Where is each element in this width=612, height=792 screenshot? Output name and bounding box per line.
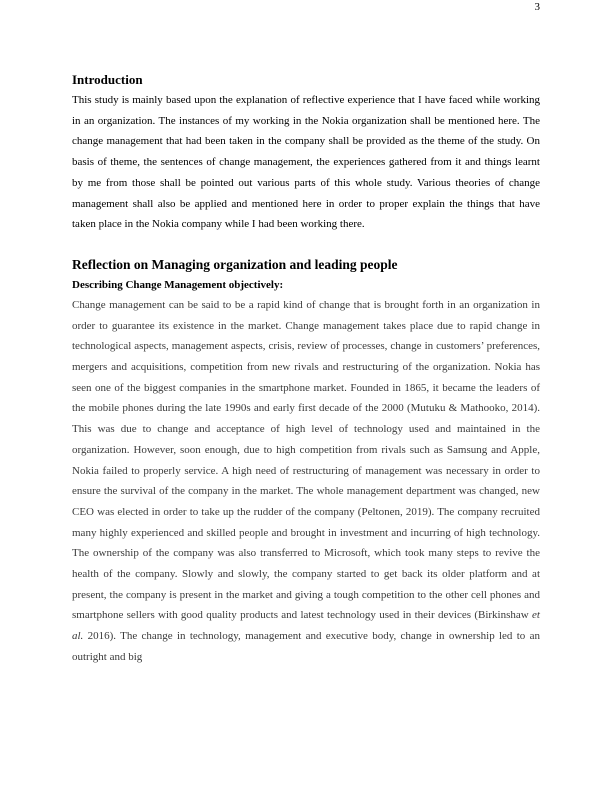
reflection-heading: Reflection on Managing organization and leading people [72,256,398,272]
reflection-paragraph-text-1: Change management can be said to be a rapid kind of change that is brought forth in an organization in order to guarantee its existence in the market. Change management takes place due to rapid change in technological aspects, management aspects, crisis, review of processes, change in customers’ preferences, mergers and acquisitions, competition from new rivals and restructuring of the organization. Nokia has seen one of the biggest companies in the smartphone market. Founded in 1865, it became the leaders of the mobile phones during the late 1990s and early first decade of the 2000 (Mutuku & Mathooko, 2014). This was due to change and acceptance of high level of technology used and maintained in the organization. However, soon enough, due to high competition from rivals such as Samsung and Apple, Nokia failed to properly service. A high need of restructuring of management was necessary in order to ensure the survival of the company in the market. The whole management department was changed, new CEO was elected in order to take up the rudder of the company (Peltonen, 2019). The company recruited many highly experienced and skilled people and brought in investment and incurring of high technology. The ownership of the company was also transferred to Microsoft, which took many steps to revive the health of the company. Slowly and slowly, the company started to get back its older platform and at present, the company is present in the market and giving a tough competition to the other cell phones and smartphone sellers with good quality products and latest technology used in their devices (Birkinshaw [72,298,540,622]
document-body [72,70,540,668]
reflection-subheading: Describing Change Management objectively: [72,278,284,291]
introduction-heading: Introduction [72,72,143,87]
introduction-paragraph: This study is mainly based upon the explanation of reflective experience that I have faced while working in an organization. The instances of my working in the Nokia organization shall be mentioned here. The change management that had been taken in the company shall be provided as the theme of the study. On basis of theme, the sentences of change management, the experiences gathered from it and things learnt by me from those shall be pointed out various parts of this whole study. Various theories of change management shall also be applied and mentioned here in order to proper explain the things that have taken place in the Nokia company while I had been working there. [72,94,540,231]
page-number: 3 [534,1,540,13]
reflection-paragraph-text-2: 2016). The change in technology, management and executive body, change in ownership led to an outright and big [72,630,540,663]
section-spacer [72,235,540,255]
reflection-paragraph [72,295,540,668]
citation-et-al: et al. [72,609,540,643]
